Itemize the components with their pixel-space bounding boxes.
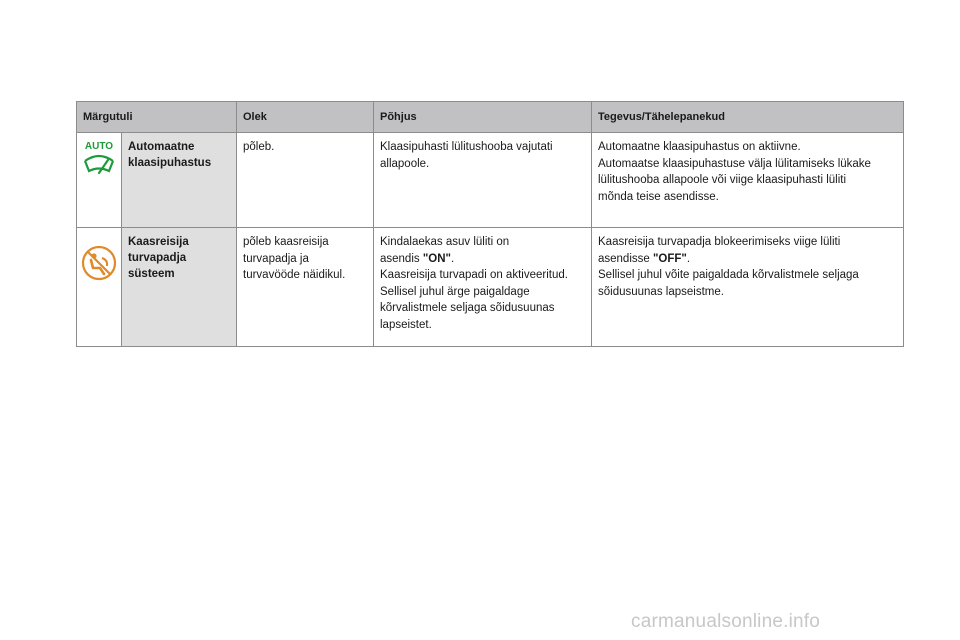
passenger-airbag-off-icon	[80, 244, 118, 282]
header-state: Olek	[237, 102, 374, 133]
auto-label: AUTO	[84, 141, 114, 152]
action-cell: Automaatne klaasipuhastus on aktiivne. Automaatse klaasipuhastuse välja lülitamiseks lükake lülitushooba allapoole või viige klaasipuhasti lüliti mõnda teise asendisse.	[592, 133, 904, 228]
table-header-row	[77, 102, 904, 133]
warning-lights-table	[76, 101, 904, 347]
state-cell: põleb kaasreisija turvapadja ja turvavööde näidikul.	[237, 228, 374, 347]
cause-cell: Kindalaekas asuv lüliti on asendis "ON". Kaasreisija turvapadi on aktiveeritud. Sellisel juhul ärge paigaldage kõrvalistmele seljaga sõidusuunas lapseistet.	[374, 228, 592, 347]
on-position-label: "ON"	[422, 252, 451, 265]
action-cell: Kaasreisija turvapadja blokeerimiseks viige lüliti asendisse "OFF". Sellisel juhul võite paigaldada kõrvalistmele seljaga sõidusuunas lapseistme.	[592, 228, 904, 347]
state-cell: põleb.	[237, 133, 374, 228]
icon-cell	[77, 228, 122, 347]
table-row	[77, 133, 904, 228]
watermark: carmanualsonline.info	[631, 611, 821, 632]
header-action: Tegevus/Tähelepanekud	[592, 102, 904, 133]
header-indicator: Märgutuli	[77, 102, 237, 133]
off-position-label: "OFF"	[652, 252, 687, 265]
header-cause: Põhjus	[374, 102, 592, 133]
table-row	[77, 228, 904, 347]
indicator-name: Automaatne klaasipuhastus	[122, 133, 237, 228]
indicator-name: Kaasreisija turvapadja süsteem	[122, 228, 237, 347]
icon-cell	[77, 133, 122, 228]
auto-wiper-icon	[81, 139, 117, 179]
cause-cell: Klaasipuhasti lülitushooba vajutati allapoole.	[374, 133, 592, 228]
